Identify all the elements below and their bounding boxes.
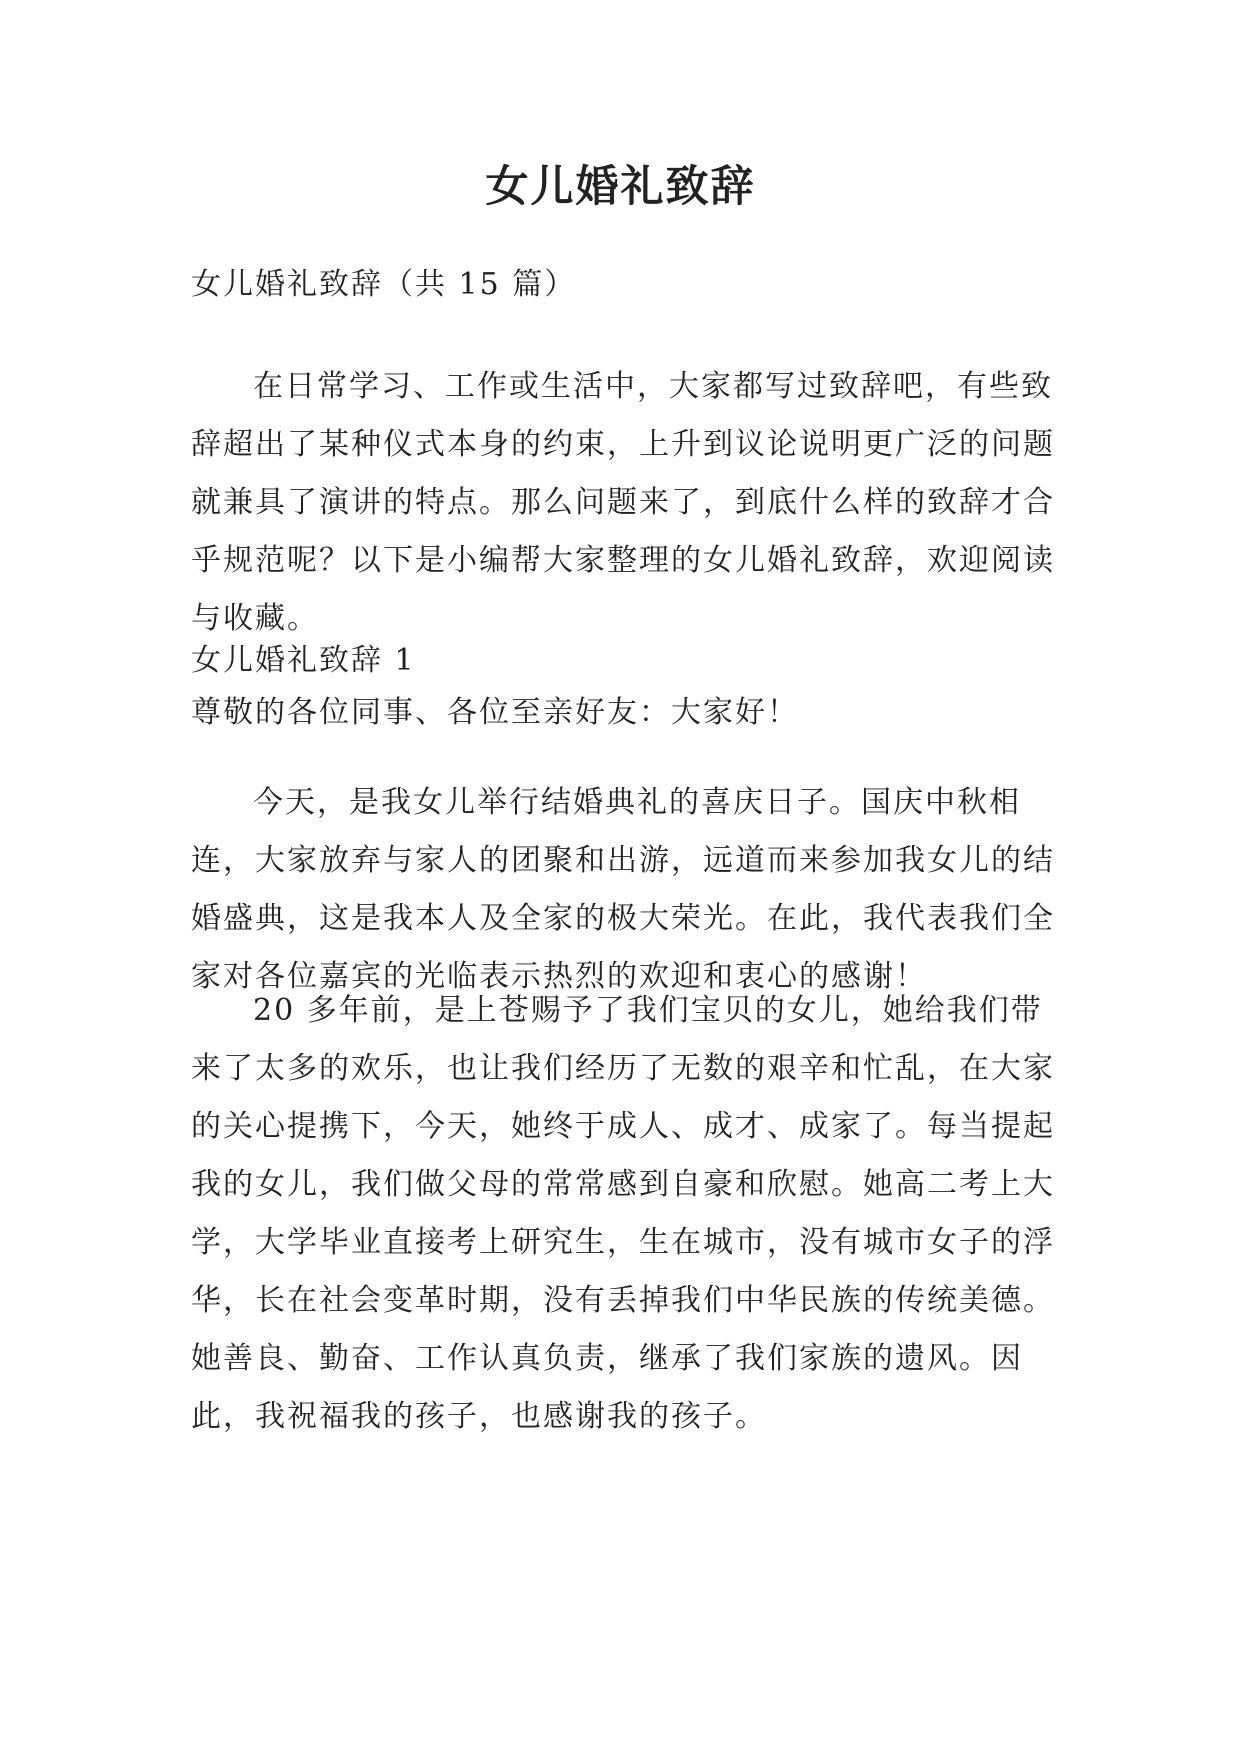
body-paragraph-2: 20 多年前，是上苍赐予了我们宝贝的女儿，她给我们带来了太多的欢乐，也让我们经历了无数的艰辛和忙乱，在大家的关心提携下，今天，她终于成人、成才、成家了。每当提起我的女儿，我们做父母的常常感到自豪和欣慰。她高二考上大学，大学毕业直接考上研究生，生在城市，没有城市女子的浮华，长在社会变革时期，没有丢掉我们中华民族的传统美德。她善良、勤奋、工作认真负责，继承了我们家族的遗风。因此，我祝福我的孩子，也感谢我的孩子。 xyxy=(191,993,1055,1434)
document-subtitle: 女儿婚礼致辞（共 15 篇） xyxy=(191,267,577,302)
document-title: 女儿婚礼致辞 xyxy=(485,162,756,212)
greeting-line: 尊敬的各位同事、各位至亲好友：大家好！ xyxy=(191,695,799,730)
body-paragraph-1: 今天，是我女儿举行结婚典礼的喜庆日子。国庆中秋相连，大家放弃与家人的团聚和出游，远道而来参加我女儿的结婚盛典，这是我本人及全家的极大荣光。在此，我代表我们全家对各位嘉宾的光临表示热烈的欢迎和衷心的感谢！ xyxy=(191,785,1055,994)
section-heading: 女儿婚礼致辞 1 xyxy=(191,643,416,678)
intro-paragraph: 在日常学习、工作或生活中，大家都写过致辞吧，有些致辞超出了某种仪式本身的约束，上升到议论说明更广泛的问题就兼具了演讲的特点。那么问题来了，到底什么样的致辞才合乎规范呢？以下是小编帮大家整理的女儿婚礼致辞，欢迎阅读与收藏。 xyxy=(191,369,1055,636)
